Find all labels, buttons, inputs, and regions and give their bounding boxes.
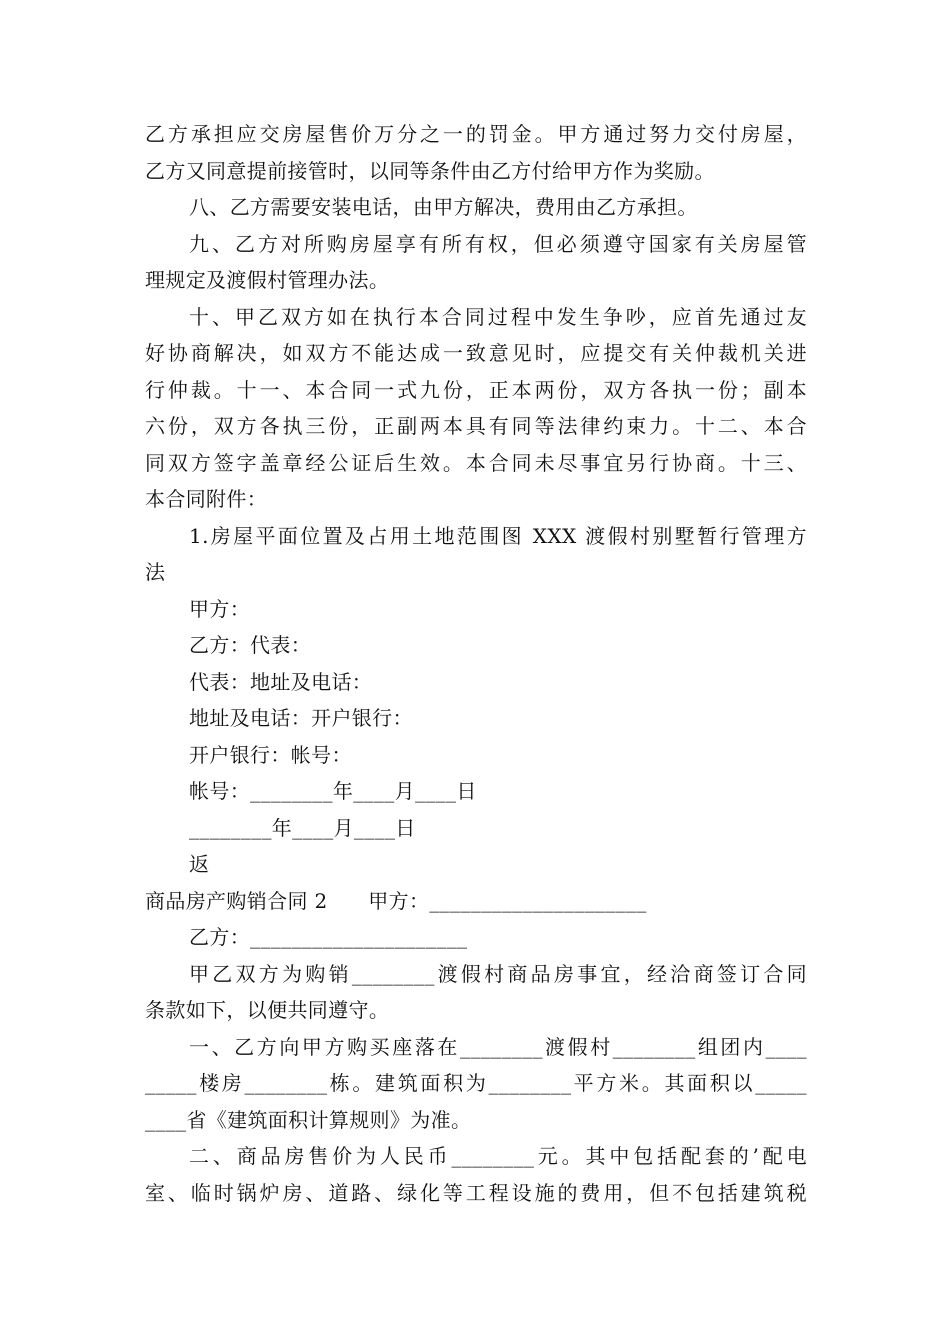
text-line: 行仲裁。十一、本合同一式九份，正本两份，双方各执一份；副本 bbox=[145, 377, 807, 402]
text-line: 商品房产购销合同 2 甲方：_____________________ bbox=[145, 888, 647, 913]
text-line: 帐号：________年____月____日 bbox=[189, 779, 477, 803]
text-line: 室、临时锅炉房、道路、绿化等工程设施的费用，但不包括建筑税 bbox=[145, 1180, 807, 1205]
text-line: 甲乙双方为购销________渡假村商品房事宜，经洽商签订合同 bbox=[189, 961, 807, 986]
text-line: 代表：地址及电话： bbox=[189, 669, 373, 694]
text-line: 乙方：_____________________ bbox=[189, 925, 468, 949]
text-line: ____省《建筑面积计算规则》为准。 bbox=[145, 1107, 472, 1132]
text-line: 法 bbox=[145, 560, 166, 584]
text-line: _____楼房________栋。建筑面积为________平方米。其面积以_____ bbox=[145, 1071, 807, 1095]
text-line: 理规定及渡假村管理办法。 bbox=[145, 268, 390, 292]
text-line: 乙方又同意提前接管时，以同等条件由乙方付给甲方作为奖励。 bbox=[145, 158, 715, 183]
text-line: 乙方：代表： bbox=[189, 633, 312, 657]
text-line: 一、乙方向甲方购买座落在________渡假村________组团内____ bbox=[189, 1034, 807, 1059]
text-line: 好协商解决，如双方不能达成一致意见时，应提交有关仲裁机关进 bbox=[145, 341, 807, 365]
text-line: 本合同附件： bbox=[145, 487, 268, 511]
text-line: 地址及电话：开户银行： bbox=[189, 706, 413, 730]
text-line: 九、乙方对所购房屋享有所有权，但必须遵守国家有关房屋管 bbox=[189, 231, 807, 256]
text-line: 条款如下，以便共同遵守。 bbox=[145, 998, 390, 1022]
text-line: 甲方： bbox=[189, 596, 251, 621]
text-line: 开户银行：帐号： bbox=[189, 742, 352, 767]
text-line: 二、商品房售价为人民币________元。其中包括配套的’配电 bbox=[189, 1144, 807, 1168]
text-line: ________年____月____日 bbox=[189, 815, 416, 840]
text-line: 同双方签字盖章经公证后生效。本合同未尽事宜另行协商。十三、 bbox=[145, 450, 807, 475]
text-line: 返 bbox=[189, 852, 210, 876]
text-line: 乙方承担应交房屋售价万分之一的罚金。甲方通过努力交付房屋， bbox=[145, 122, 807, 146]
text-line: 1.房屋平面位置及占用土地范围图 XXX 渡假村别墅暂行管理方 bbox=[189, 523, 807, 548]
text-line: 八、乙方需要安装电话，由甲方解决，费用由乙方承担。 bbox=[189, 195, 698, 219]
text-line: 十、甲乙双方如在执行本合同过程中发生争吵，应首先通过友 bbox=[189, 304, 807, 329]
text-line: 六份，双方各执三份，正副两本具有同等法律约束力。十二、本合 bbox=[145, 414, 807, 438]
contract-text bbox=[145, 116, 807, 1211]
